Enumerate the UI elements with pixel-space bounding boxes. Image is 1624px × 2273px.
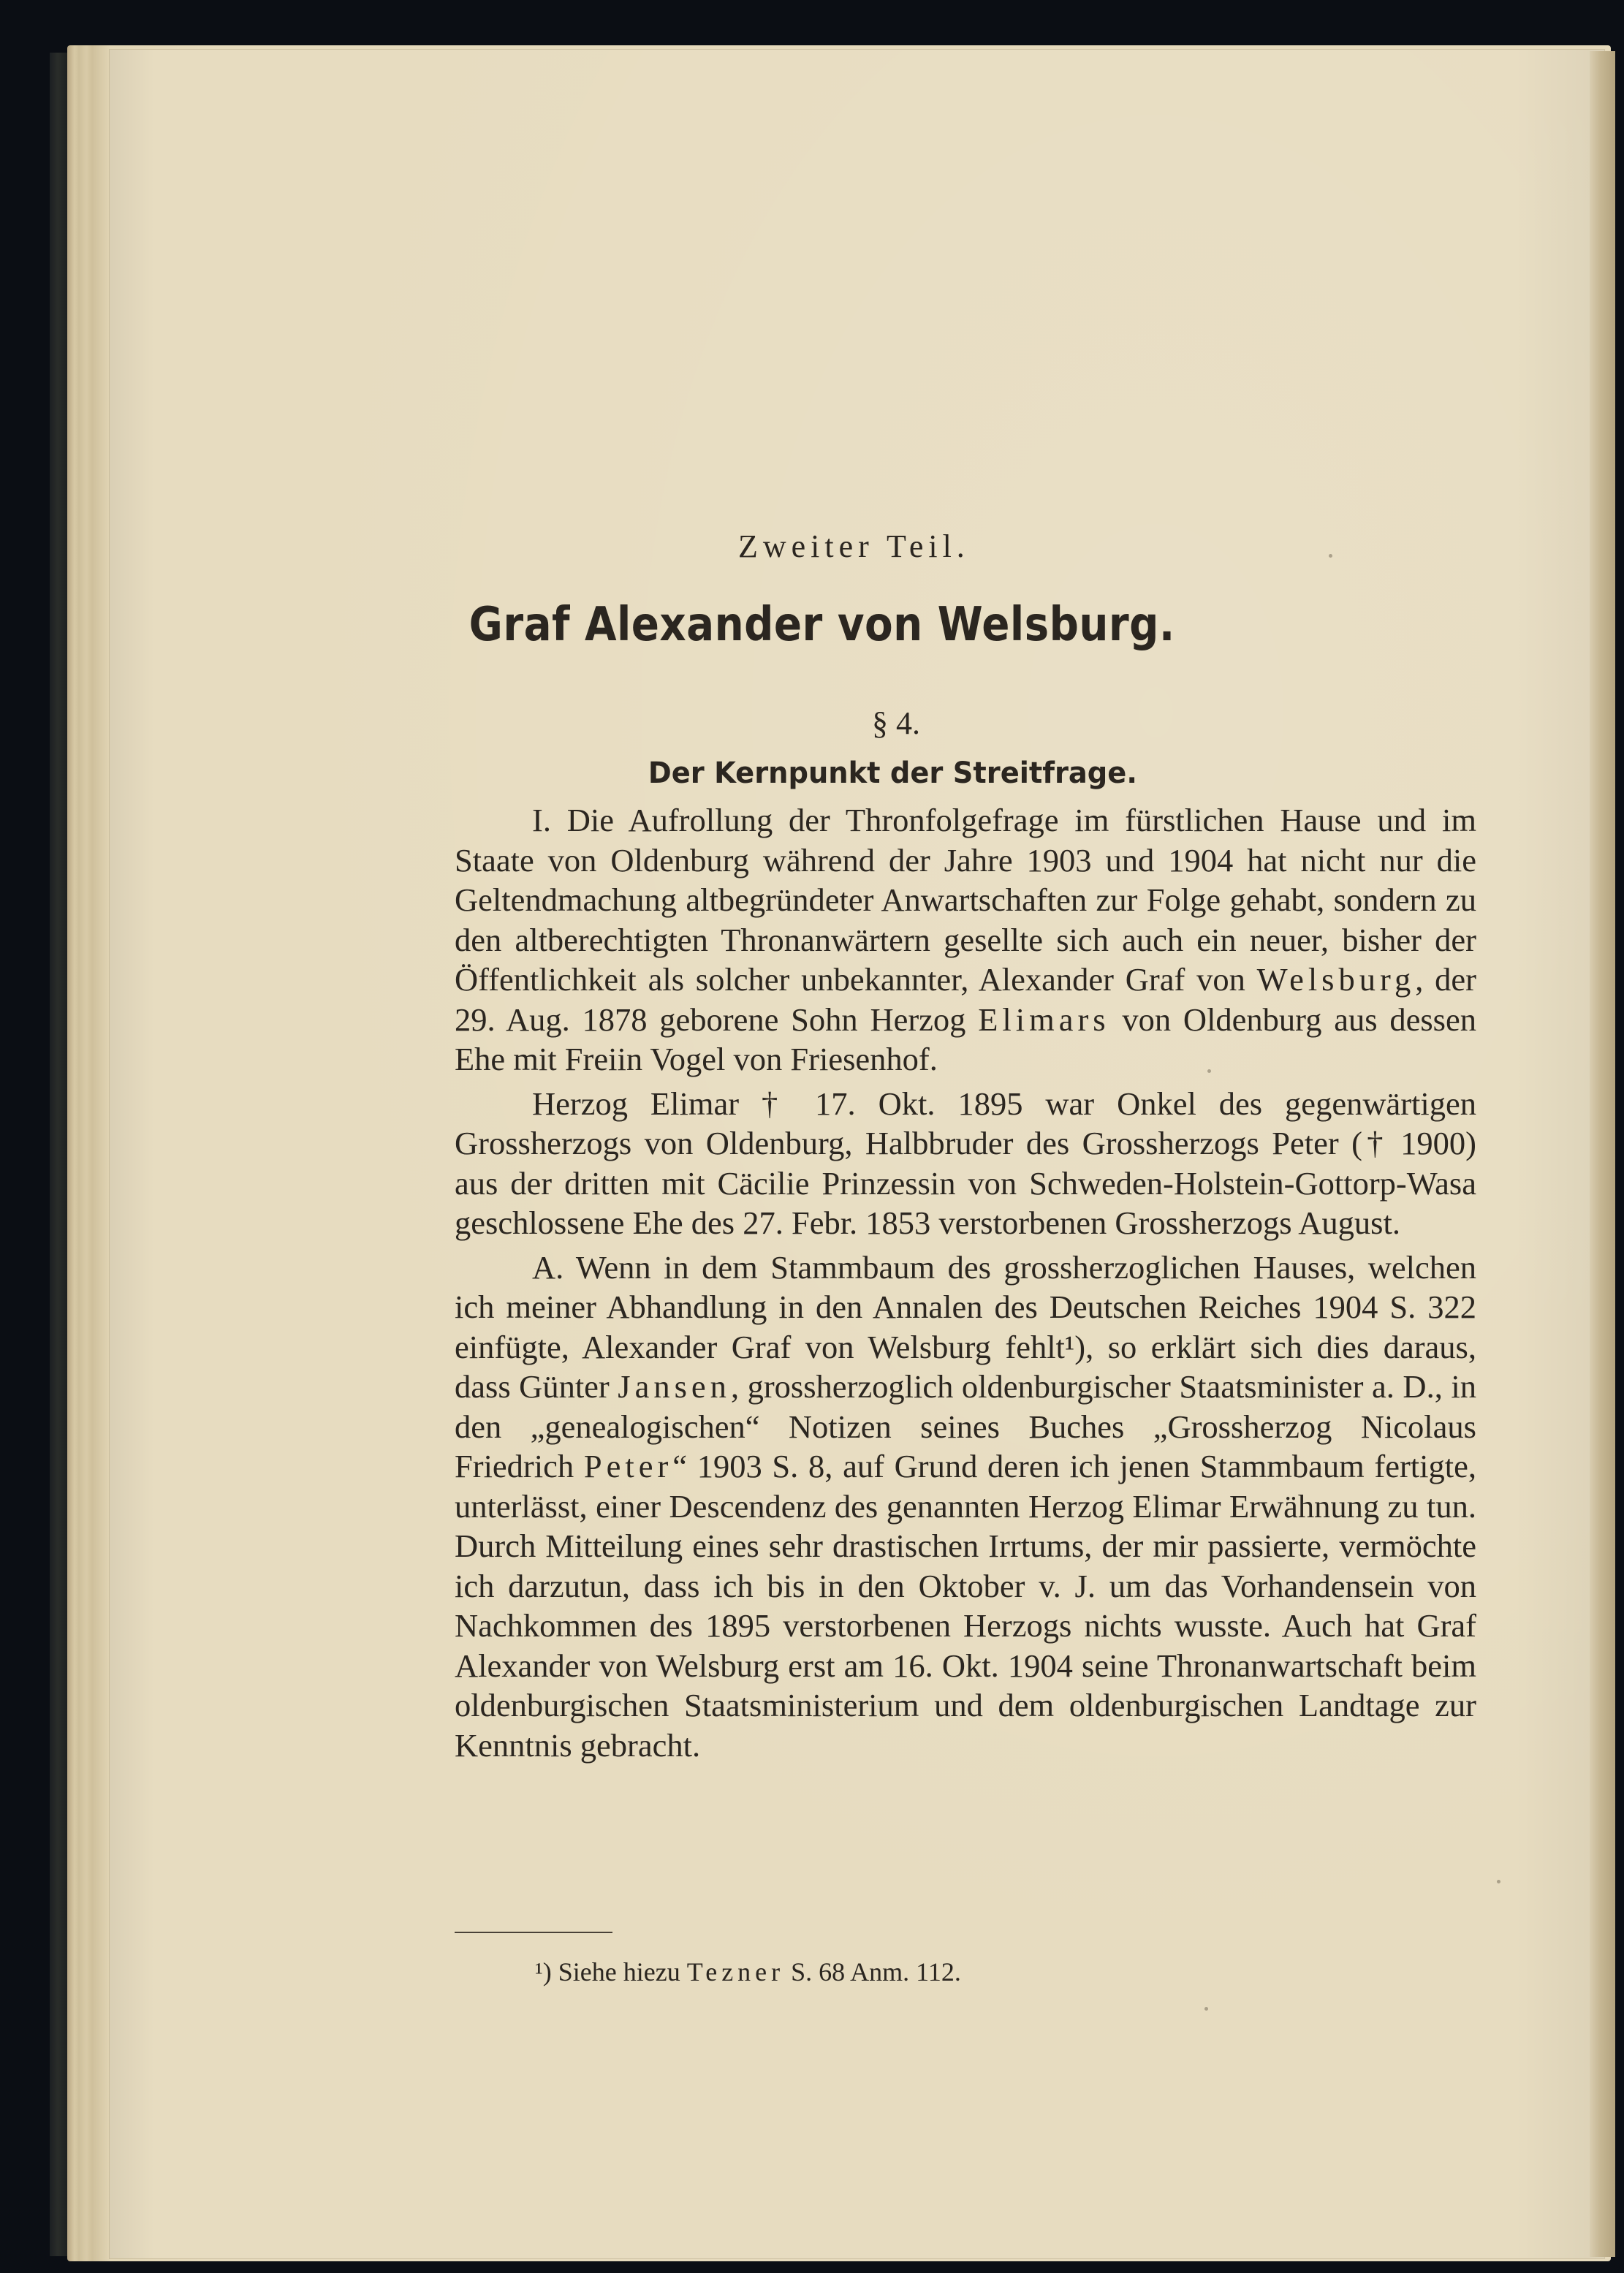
chapter-title: Graf Alexander von Welsburg. — [468, 598, 1175, 652]
text-segment: Herzog Elimar † 17. Okt. 1895 war Onkel des gegenwärtigen Grossherzogs von Oldenburg, Halbbruder des Grossherzogs Peter († 1900) aus der dritten mit Cäcilie Prinzessin von Schweden-Holstein-Gottorp-Wasa geschlossene Ehe des 27. Febr. 1853 verstorbenen Grossherzogs August. — [455, 1085, 1476, 1241]
page-right-edge — [1590, 51, 1615, 2257]
footnote-author: Tezner — [686, 1957, 785, 1986]
paper-speck — [1329, 554, 1332, 558]
part-label: Zweiter Teil. — [738, 528, 970, 564]
paper-speck — [1207, 1069, 1211, 1073]
section-title: Der Kernpunkt der Streitfrage. — [648, 756, 1137, 790]
text-segment-spaced: Jansen — [618, 1368, 731, 1405]
paper-speck — [1204, 2007, 1208, 2011]
section-number: § 4. — [872, 705, 920, 741]
footnote — [535, 1957, 961, 1987]
text-segment: von Oldenburg aus dessen Ehe mit Freiin Vogel von Friesenhof. — [455, 1001, 1476, 1077]
text-segment: , der 29. Aug. 1878 geborene Sohn Herzog — [455, 961, 1476, 1038]
text-segment: , grossherzoglich oldenburgischer Staatsminister a. D., in den „genealogischen“ Notizen seines Buches „Grossherzog Nicolaus Friedrich — [455, 1368, 1476, 1484]
body-text — [455, 800, 1476, 1769]
footnote-text: Siehe hiezu — [551, 1957, 687, 1986]
footnote-text: S. 68 Anm. 112. — [784, 1957, 961, 1986]
text-segment-spaced: Peter — [583, 1448, 673, 1484]
text-segment: I. Die Aufrollung der Thronfolgefrage im fürstlichen Hause und im Staate von Oldenburg während der Jahre 1903 und 1904 hat nicht nur die Geltendmachung altbegründeter Anwartschaften zur Folge gehabt, sondern zu den altberechtigten Thronanwärtern gesellte sich auch ein neuer, bisher der Öffentlichkeit als solcher unbekannter, Alexander Graf von — [455, 802, 1476, 998]
text-segment-spaced: Welsburg — [1256, 961, 1416, 998]
paragraph-1 — [455, 800, 1476, 1079]
text-segment-spaced: Elimars — [978, 1001, 1110, 1038]
paragraph-3 — [455, 1248, 1476, 1766]
footnote-marker: ¹) — [535, 1957, 552, 1986]
paper-speck — [1497, 1880, 1500, 1883]
footnote-divider — [455, 1932, 612, 1933]
paragraph-2 — [455, 1084, 1476, 1243]
text-segment: “ 1903 S. 8, auf Grund deren ich jenen Stammbaum fertigte, unterlässt, einer Descendenz des genannten Herzog Elimar Erwähnung zu tun. Durch Mitteilung eines sehr drastischen Irrtums, der mir passierte, vermöchte ich darzutun, dass ich bis in den Oktober v. J. um das Vorhandensein von Nachkommen des 1895 verstorbenen Herzogs nichts wusste. Auch hat Graf Alexander von Welsburg erst am 16. Okt. 1904 seine Thronanwartschaft beim oldenburgischen Staatsministerium und dem oldenburgischen Landtage zur Kenntnis gebracht. — [455, 1448, 1476, 1764]
text-segment: A. Wenn in dem Stammbaum des grossherzoglichen Hauses, welchen ich meiner Abhandlung in den Annalen des Deutschen Reiches 1904 S. 322 einfügte, Alexander Graf von Welsburg fehlt¹), so erklärt sich dies daraus, dass Günter — [455, 1248, 1476, 1405]
